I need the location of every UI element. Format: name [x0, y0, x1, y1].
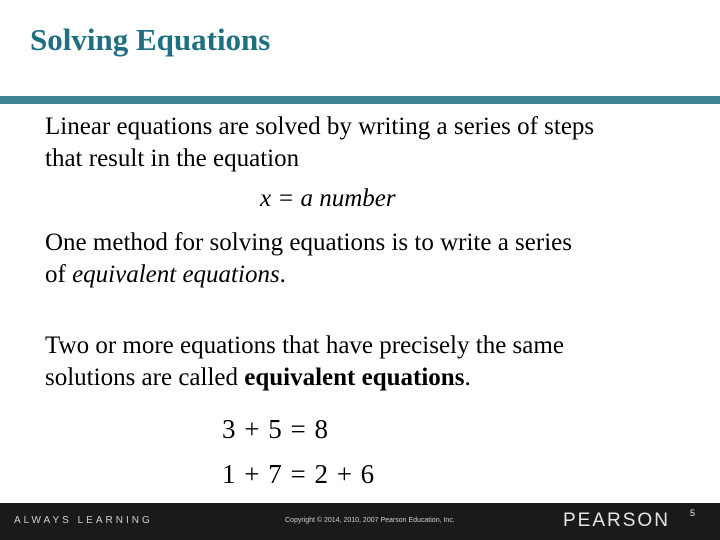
example-equation-2: 1 + 7 = 2 + 6 [222, 459, 376, 489]
method-line-1: One method for solving equations is to write a series [45, 229, 572, 256]
equivalent-equations-bold: equivalent equations [244, 364, 465, 391]
pearson-logo: PEARSON [563, 510, 670, 531]
slide-title: Solving Equations [30, 22, 271, 57]
footer-bar [0, 503, 720, 540]
target-equation: x = a number [260, 185, 396, 212]
method-line-2-suffix: . [279, 261, 286, 288]
equivalent-equations-italic: equivalent equations [72, 261, 280, 288]
intro-line-2: that result in the equation [45, 145, 300, 172]
method-line-2 [45, 259, 286, 291]
title-divider [0, 96, 720, 104]
method-line-2-prefix: of [45, 261, 73, 288]
always-learning-tagline: ALWAYS LEARNING [14, 515, 153, 526]
definition-line-2-prefix: solutions are called [45, 364, 245, 391]
page-number: 5 [690, 508, 696, 518]
copyright-notice: Copyright © 2014, 2010, 2007 Pearson Education, Inc. [285, 517, 455, 524]
definition-line-1: Two or more equations that have precisely the same [45, 332, 564, 359]
intro-line-1: Linear equations are solved by writing a series of steps [45, 113, 595, 140]
definition-line-2-suffix: . [464, 364, 471, 391]
example-equation-1: 3 + 5 = 8 [222, 414, 329, 444]
definition-line-2 [45, 362, 471, 394]
